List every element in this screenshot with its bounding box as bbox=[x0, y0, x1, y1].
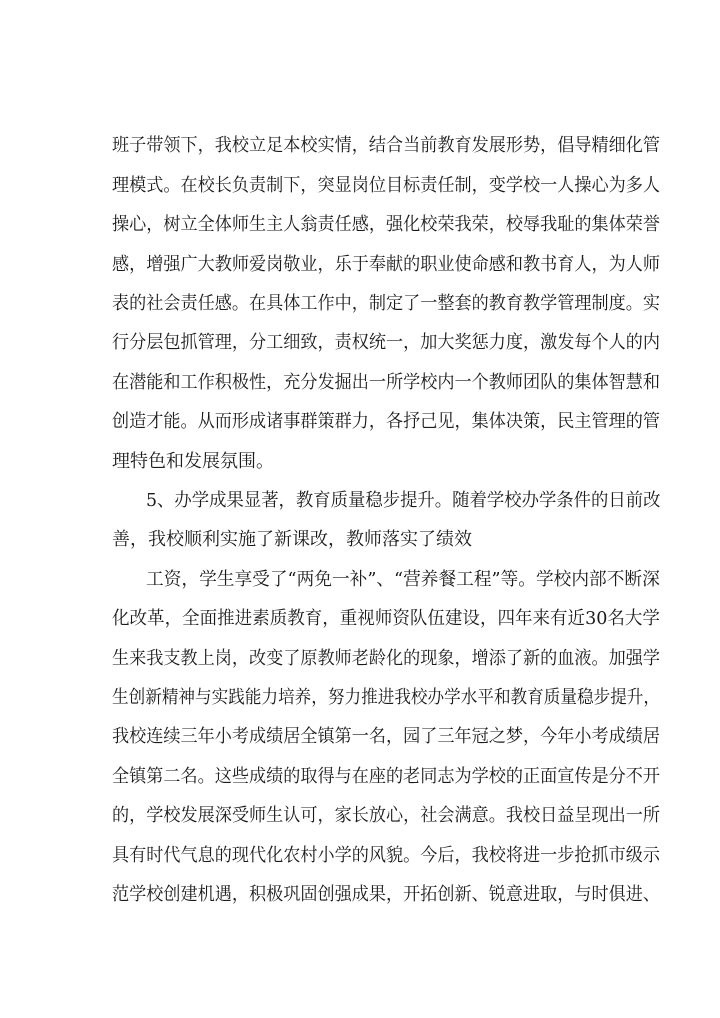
text-line: 理特色和发展氛围。 bbox=[112, 451, 274, 472]
text-line: 班子带领下，我校立足本校实情，结合当前教育发展形势，倡导精细化管 bbox=[112, 135, 661, 156]
text-line: 表的社会责任感。在具体工作中，制定了一整套的教育教学管理制度。实 bbox=[112, 293, 661, 314]
text-line: 创造才能。从而形成诸事群策群力，各抒己见，集体决策，民主管理的管 bbox=[112, 411, 661, 432]
text-line: 理模式。在校长负责制下，突显岗位目标责任制，变学校一人操心为多人 bbox=[112, 175, 661, 196]
text-line: 生创新精神与实践能力培养，努力推进我校办学水平和教育质量稳步提升， bbox=[112, 687, 661, 708]
text-line: 化改革，全面推进素质教育，重视师资队伍建设，四年来有近30名大学 bbox=[112, 608, 660, 629]
text-line: 5、办学成果显著，教育质量稳步提升。随着学校办学条件的日前改 bbox=[146, 490, 661, 511]
text-line: 的，学校发展深受师生认可，家长放心，社会满意。我校日益呈现出一所 bbox=[112, 805, 661, 826]
text-line: 在潜能和工作积极性，充分发掘出一所学校内一个教师团队的集体智慧和 bbox=[112, 372, 661, 393]
text-line: 操心，树立全体师生主人翁责任感，强化校荣我荣，校辱我耻的集体荣誉 bbox=[112, 214, 661, 235]
text-line: 范学校创建机遇，积极巩固创强成果，开拓创新、锐意进取，与时俱进、 bbox=[112, 884, 661, 905]
text-line: 具有时代气息的现代化农村小学的风貌。今后，我校将进一步抢抓市级示 bbox=[112, 845, 661, 866]
text-line: 善，我校顺利实施了新课改，教师落实了绩效 bbox=[112, 529, 472, 550]
text-line: 感，增强广大教师爱岗敬业，乐于奉献的职业使命感和教书育人，为人师 bbox=[112, 254, 661, 275]
text-line: 工资，学生享受了“两免一补”、“营养餐工程”等。学校内部不断深 bbox=[146, 569, 660, 590]
text-line: 生来我支教上岗，改变了原教师老龄化的现象，增添了新的血液。加强学 bbox=[112, 648, 661, 669]
text-line: 我校连续三年小考成绩居全镇第一名，园了三年冠之梦，今年小考成绩居 bbox=[112, 726, 661, 747]
text-line: 全镇第二名。这些成绩的取得与在座的老同志为学校的正面宣传是分不开 bbox=[112, 766, 661, 787]
text-line: 行分层包抓管理，分工细致，责权统一，加大奖惩力度，激发每个人的内 bbox=[112, 332, 661, 353]
